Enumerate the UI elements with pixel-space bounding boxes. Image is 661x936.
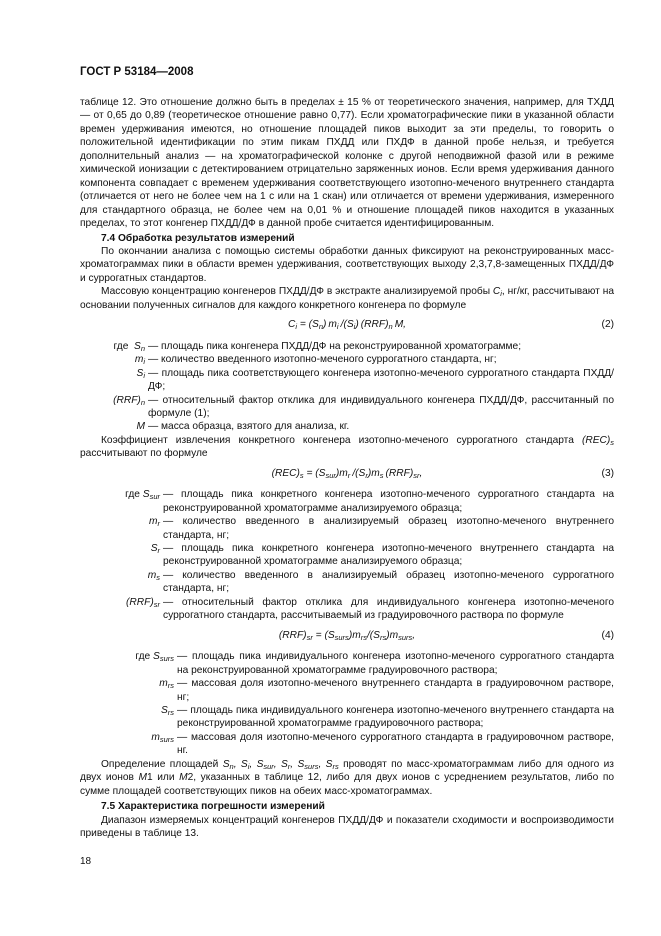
formula-4-expression: $(RRF)_{sr} = (S_{surs})m_{rs}/(S_{rs})m_{surs}$, (278, 629, 416, 642)
definition-row: M — масса образца, взятого для анализа, кг. (136, 421, 350, 433)
page-body (80, 96, 614, 841)
definition-row: где $S_n$ — площадь пика конгенера ПХДД/ДФ на реконструированной хроматограмме; (113, 340, 522, 353)
definition-row: $m_i$ — количество введенного изотопно-меченого суррогатного стандарта, нг; (134, 354, 497, 367)
section-heading-7-4: 7.4 Обработка результатов измерений (101, 232, 295, 244)
definition-row: $m_{surs}$ — массовая доля изотопно-меченого суррогатного стандарта в градуировочном растворе, нг. (151, 731, 614, 757)
formula-2-expression: $C_i = (S_n)$ $m_i$ $/(S_i)$ $(RRF)_n$ M, (287, 319, 407, 332)
paragraph-7-4-4: Определение площадей $S_n$, $S_i$, $S_{sur}$, $S_r$, $S_{surs}$, $S_{rs}$ проводят по масс-хроматограммам либо для одного из двух ионов M1 или M2, указанных в таблице 12, либо для двух ионов с усреднением результатов, либо по сумме площадей соответствующих пиков на обеих масс-хроматограммах. (80, 758, 614, 797)
definition-row: $S_{rs}$ — площадь пика индивидуального конгенера изотопно-меченого внутреннего стандарта на реконструированной хроматограмме градуировочного раствора; (160, 704, 614, 730)
page-number: 18 (80, 856, 92, 867)
formula-2 (80, 318, 614, 331)
document-header: ГОСТ Р 53184—2008 (80, 66, 194, 78)
paragraph-7-4-3: Коэффициент извлечения конкретного конгенера изотопно-меченого суррогатного стандарта $(REC)_s$ рассчитывают по формуле (80, 434, 614, 460)
definition-row: $(RRF)_{sr}$ — относительный фактор отклика для индивидуального конгенера изотопно-меченого суррогатного стандарта, рассчитываемый из градуировочного раствора по формуле (126, 596, 614, 622)
definition-row: $(RRF)_n$ — относительный фактор отклика для индивидуального конгенера ПХДД/ДФ, рассчитанный по формуле (1); (113, 394, 614, 419)
formula-3-number: (3) (601, 467, 614, 479)
paragraph-7-4-2: Массовую концентрацию конгенеров ПХДД/ДФ в экстракте анализируемой пробы $C_i$, нг/кг, рассчитывают на основании полученных сигналов для каждого конкретного конгенера по формуле (80, 286, 614, 311)
definition-row: $m_r$ — количество введенного в анализируемый образец изотопно-меченого внутреннего стандарта, нг; (149, 516, 614, 541)
definition-row: $S_r$ — площадь пика конкретного конгенера изотопно-меченого внутреннего стандарта на реконструированной хроматограмме анализируемого образца; (150, 543, 614, 568)
definition-row: $m_s$ — количество введенного в анализируемый образец изотопно-меченого суррогатного стандарта, нг; (147, 569, 614, 595)
formula-3 (80, 467, 614, 480)
paragraph-intro: таблице 12. Это отношение должно быть в пределах ± 15 % от теоретического значения, например, для ТХДД — от 0,65 до 0,89 (теоретическое отношение равно 0,77). Если хроматографические пики в указанной области времен удерживания имеются, но отношение площадей пиков выходит за эти пределы, то говорить о положительной идентификации по этим пикам ПХДД или ПХДФ в данной пробе нельзя, и требуется дополнительный анализ — на хроматографической колонке с другой неподвижной фазой или в режиме химической ионизации с детектированием отрицательно заряженных ионов. Если время удерживания данного компонента совпадает с временем удерживания соответствующего изотопно-меченого внутреннего стандарта (отличается от него не более чем на 1 с или на 1 скан) или отличается от времени удерживания, измеренного для стандартного образца, не более чем на 0,01 % и отношение площадей пиков находится в указанных пределах, то этот конгенер ПХДД/ДФ в данной пробе считается идентифицированным. (80, 97, 614, 230)
section-heading-7-5: 7.5 Характеристика погрешности измерений (101, 801, 325, 813)
definition-row: $S_i$ — площадь пика соответствующего конгенера изотопно-меченого суррогатного стандарта ПХДД/ДФ; (136, 367, 614, 393)
definition-row: где $S_{sur}$ — площадь пика конкретного конгенера изотопно-меченого суррогатного стандарта на реконструированной хроматограмме анализируемого образца; (125, 489, 614, 514)
formula-4-number: (4) (601, 629, 614, 641)
paragraph-7-4-1: По окончании анализа с помощью системы обработки данных фиксируют на реконструированных масс-хроматограммах пики в области времен удерживания, соответствующих выходу 2,3,7,8-замещенных ПХДД/ДФ и суррогатных стандартов. (80, 245, 614, 284)
definition-row: $m_{rs}$ — массовая доля изотопно-меченого внутреннего стандарта в градуировочном растворе, нг; (159, 678, 614, 703)
paragraph-7-5-1: Диапазон измеряемых концентраций конгенеров ПХДД/ДФ и показатели сходимости и воспроизводимости приведены в таблице 13. (80, 814, 614, 840)
formula-4 (80, 629, 614, 642)
definition-row: где $S_{surs}$ — площадь пика индивидуального конгенера изотопно-меченого суррогатного стандарта на реконструированной хроматограмме градуировочного раствора; (135, 651, 614, 676)
formula-2-number: (2) (601, 319, 614, 331)
formula-3-expression: $(REC)_s = (S_{sur})m_r$ $/(S_r)m_s$ $(RRF)_{sr}$, (271, 467, 423, 480)
